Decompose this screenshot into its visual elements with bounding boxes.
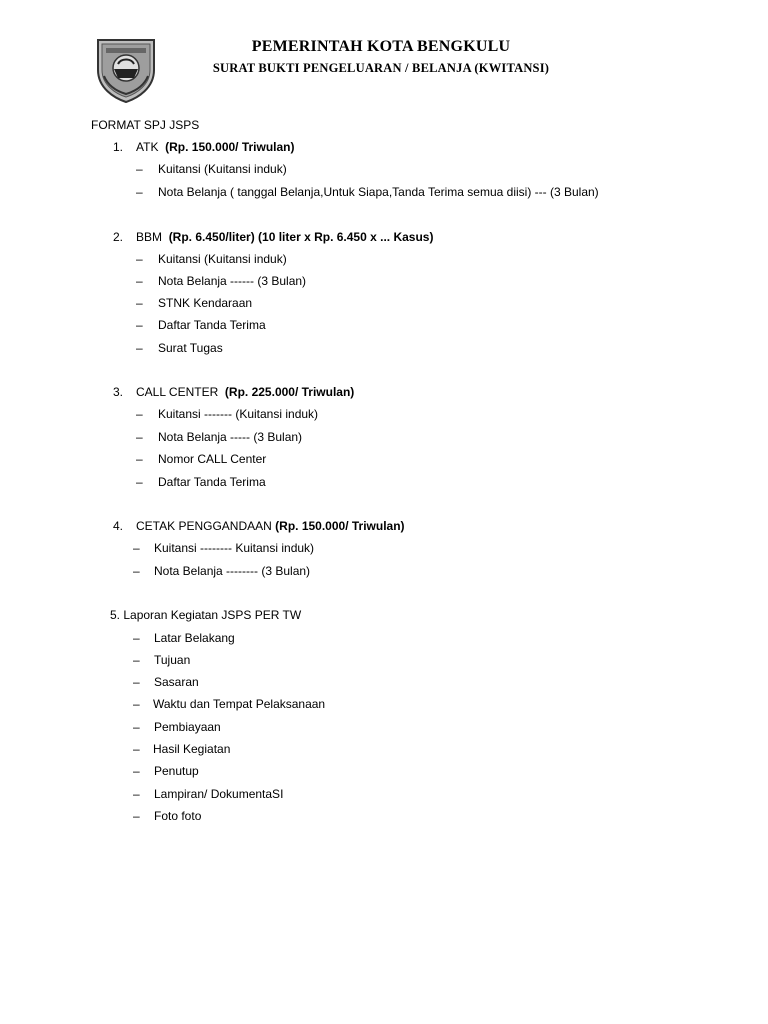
header-title: PEMERINTAH KOTA BENGKULU — [251, 38, 511, 55]
list-item: Pembiayaan — [154, 720, 221, 734]
list-dash: – — [136, 252, 143, 266]
section-amount: (Rp. 225.000/ Triwulan) — [224, 385, 355, 399]
list-dash: – — [136, 430, 143, 444]
list-dash: – — [133, 675, 140, 689]
section-number: 1. — [113, 140, 124, 154]
list-dash: – — [133, 631, 140, 645]
list-dash: – — [133, 742, 140, 756]
section-label: CETAK PENGGANDAAN — [136, 519, 272, 533]
list-item: Nota Belanja ----- (3 Bulan) — [158, 430, 303, 444]
list-item: Kuitansi -------- Kuitansi induk) — [154, 541, 315, 555]
list-dash: – — [136, 475, 143, 489]
list-item: Nomor CALL Center — [158, 452, 267, 466]
section-title: 5. Laporan Kegiatan JSPS PER TW — [110, 608, 302, 622]
document-header — [176, 38, 586, 76]
list-dash: – — [136, 185, 143, 199]
format-heading: FORMAT SPJ JSPS — [91, 118, 200, 132]
list-item: Penutup — [154, 764, 199, 778]
section-amount: (Rp. 6.450/liter) (10 liter x Rp. 6.450 x ... Kasus) — [168, 230, 434, 244]
city-crest-logo — [94, 36, 158, 104]
list-dash: – — [133, 787, 140, 801]
list-dash: – — [136, 407, 143, 421]
list-item: Sasaran — [154, 675, 199, 689]
list-dash: – — [136, 452, 143, 466]
list-item: Lampiran/ DokumentaSI — [154, 787, 284, 801]
list-item: Tujuan — [154, 653, 191, 667]
section-number: 3. — [113, 385, 124, 399]
section-title — [136, 518, 405, 534]
list-item: Latar Belakang — [154, 631, 235, 645]
section-title — [136, 229, 433, 245]
list-dash: – — [133, 653, 140, 667]
list-dash: – — [136, 318, 143, 332]
list-dash: – — [136, 162, 143, 176]
list-dash: – — [133, 720, 140, 734]
header-subtitle: SURAT BUKTI PENGELUARAN / BELANJA (KWITANSI) — [212, 61, 550, 75]
list-item: Kuitansi (Kuitansi induk) — [158, 162, 287, 176]
list-dash: – — [133, 697, 140, 711]
list-dash: – — [133, 564, 140, 578]
section-amount: (Rp. 150.000/ Triwulan) — [275, 519, 405, 533]
list-item: STNK Kendaraan — [158, 296, 253, 310]
list-item: Hasil Kegiatan — [153, 742, 231, 756]
list-item: Nota Belanja ------ (3 Bulan) — [158, 274, 307, 288]
list-dash: – — [136, 274, 143, 288]
list-item: Nota Belanja -------- (3 Bulan) — [154, 564, 311, 578]
section-label: ATK — [136, 140, 159, 154]
list-dash: – — [133, 541, 140, 555]
list-item: Foto foto — [154, 809, 202, 823]
list-item: Kuitansi ------- (Kuitansi induk) — [158, 407, 319, 421]
list-dash: – — [136, 296, 143, 310]
section-amount: (Rp. 150.000/ Triwulan) — [165, 140, 295, 154]
section-label: CALL CENTER — [136, 385, 219, 399]
list-dash: – — [136, 341, 143, 355]
list-dash: – — [133, 764, 140, 778]
section-title — [136, 384, 354, 400]
section-number: 4. — [113, 519, 124, 533]
section-number: 2. — [113, 230, 124, 244]
list-item: Kuitansi (Kuitansi induk) — [158, 252, 287, 266]
list-item: Daftar Tanda Terima — [158, 475, 266, 489]
section-label: BBM — [136, 230, 163, 244]
list-item: Waktu dan Tempat Pelaksanaan — [153, 697, 326, 711]
list-item: Daftar Tanda Terima — [158, 318, 266, 332]
list-item: Nota Belanja ( tanggal Belanja,Untuk Siapa,Tanda Terima semua diisi) --- (3 Bulan) — [158, 185, 599, 199]
list-item: Surat Tugas — [158, 341, 223, 355]
section-title — [136, 139, 295, 155]
list-dash: – — [133, 809, 140, 823]
